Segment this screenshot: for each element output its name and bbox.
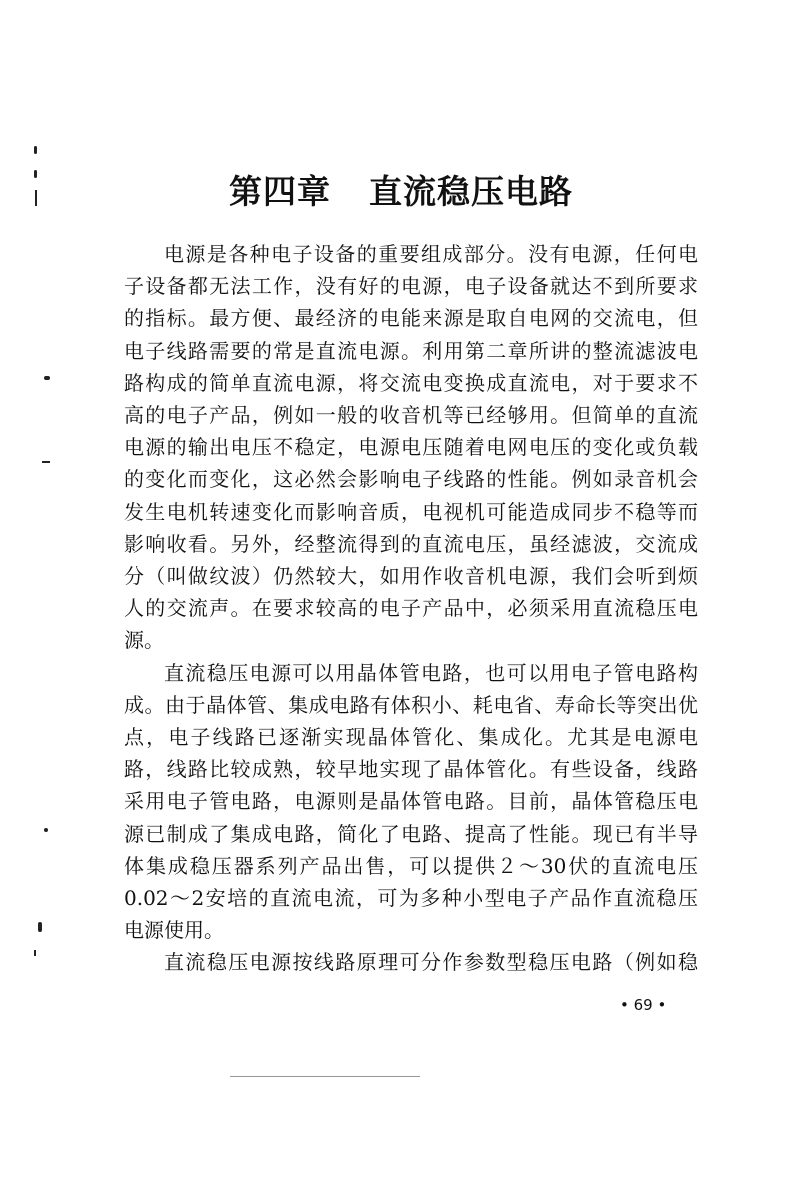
body-text bbox=[124, 238, 698, 979]
margin-mark bbox=[38, 922, 42, 932]
chapter-number: 第四章 bbox=[229, 172, 331, 211]
margin-mark bbox=[34, 950, 36, 956]
margin-mark bbox=[34, 146, 37, 154]
margin-mark bbox=[44, 376, 50, 380]
scan-artifact-line bbox=[230, 1076, 420, 1077]
text-line: 直流稳压电源按线路原理可分作参数型稳压电路（例如稳 bbox=[164, 950, 698, 975]
text-line: 人的交流声。在要求较高的电子产品中，必须采用直流稳压电 bbox=[124, 596, 698, 621]
text-line: 电源使用。 bbox=[124, 918, 224, 943]
chapter-name: 直流稳压电路 bbox=[369, 172, 573, 211]
paragraph bbox=[124, 946, 698, 978]
text-line: 0.02～2安培的直流电流，可为多种小型电子产品作直流稳压 bbox=[124, 886, 698, 911]
text-line: 源已制成了集成电路，简化了电路、提高了性能。现已有半导 bbox=[124, 821, 698, 846]
text-line: 路，线路比较成熟，较早地实现了晶体管化。有些设备，线路 bbox=[124, 757, 698, 782]
text-line: 的指标。最方便、最经济的电能来源是取自电网的交流电，但 bbox=[124, 306, 698, 331]
paragraph bbox=[124, 657, 698, 947]
chapter-title bbox=[0, 166, 802, 213]
text-line: 的变化而变化，这必然会影响电子线路的性能。例如录音机会 bbox=[124, 467, 698, 492]
text-line: 影响收看。另外，经整流得到的直流电压，虽经滤波，交流成 bbox=[124, 531, 698, 556]
paragraph bbox=[124, 238, 698, 657]
page-number: • 69 • bbox=[620, 996, 667, 1014]
text-line: 直流稳压电源可以用晶体管电路，也可以用电子管电路构 bbox=[164, 660, 698, 685]
text-line: 分（叫做纹波）仍然较大，如用作收音机电源，我们会听到烦 bbox=[124, 564, 698, 589]
margin-mark bbox=[44, 828, 48, 832]
text-line: 电源的输出电压不稳定，电源电压随着电网电压的变化或负载 bbox=[124, 435, 698, 460]
text-line: 体集成稳压器系列产品出售，可以提供２～30伏的直流电压 bbox=[124, 853, 698, 878]
text-line: 子设备都无法工作，没有好的电源，电子设备就达不到所要求 bbox=[124, 274, 698, 299]
text-line: 成。由于晶体管、集成电路有体积小、耗电省、寿命长等突出优 bbox=[124, 692, 698, 717]
text-line: 发生电机转速变化而影响音质，电视机可能造成同步不稳等而 bbox=[124, 499, 698, 524]
text-line: 高的电子产品，例如一般的收音机等已经够用。但简单的直流 bbox=[124, 403, 698, 428]
text-line: 电子线路需要的常是直流电源。利用第二章所讲的整流滤波电 bbox=[124, 338, 698, 363]
text-line: 路构成的简单直流电源，将交流电变换成直流电，对于要求不 bbox=[124, 370, 698, 395]
text-line: 点，电子线路已逐渐实现晶体管化、集成化。尤其是电源电 bbox=[124, 725, 698, 750]
text-line: 采用电子管电路，电源则是晶体管电路。目前，晶体管稳压电 bbox=[124, 789, 698, 814]
margin-mark bbox=[42, 461, 50, 463]
text-line: 电源是各种电子设备的重要组成部分。没有电源，任何电 bbox=[164, 242, 698, 266]
text-line: 源。 bbox=[124, 628, 164, 653]
